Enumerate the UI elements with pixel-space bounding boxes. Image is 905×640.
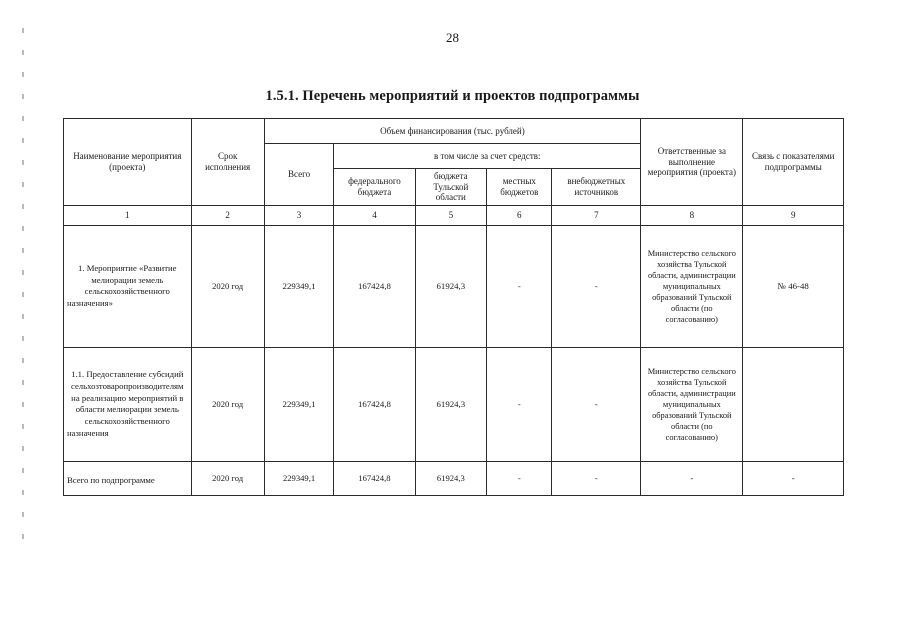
row-total: 229349,1 bbox=[264, 347, 334, 461]
row-regional: 61924,3 bbox=[415, 461, 487, 495]
header-extra: внебюджетных источников bbox=[552, 169, 641, 206]
table-header-row-1 bbox=[64, 119, 844, 144]
page-title: 1.5.1. Перечень мероприятий и проектов подпрограммы bbox=[265, 88, 640, 104]
table-row-total bbox=[64, 461, 844, 495]
header-local: местных бюджетов bbox=[487, 169, 552, 206]
row-local: - bbox=[487, 347, 552, 461]
measures-table bbox=[63, 118, 844, 496]
row-name: 1. Мероприятие «Развитие мелиорации земель сельскохозяйственного назначения» bbox=[64, 225, 192, 347]
colnum-8: 8 bbox=[641, 205, 743, 225]
colnum-1: 1 bbox=[64, 205, 192, 225]
colnum-4: 4 bbox=[334, 205, 415, 225]
row-regional: 61924,3 bbox=[415, 225, 487, 347]
row-federal: 167424,8 bbox=[334, 225, 415, 347]
row-federal: 167424,8 bbox=[334, 347, 415, 461]
page-number: 28 bbox=[446, 30, 459, 45]
row-extra: - bbox=[552, 347, 641, 461]
colnum-5: 5 bbox=[415, 205, 487, 225]
row-local: - bbox=[487, 461, 552, 495]
row-name: Всего по подпрограмме bbox=[64, 461, 192, 495]
row-name: 1.1. Предоставление субсидий сельхозтоваропроизводителям на реализацию мероприятий в области мелиорации земель сельскохозяйственного назначения bbox=[64, 347, 192, 461]
header-federal: федерального бюджета bbox=[334, 169, 415, 206]
row-extra: - bbox=[552, 461, 641, 495]
colnum-6: 6 bbox=[487, 205, 552, 225]
header-funding-group: Объем финансирования (тыс. рублей) bbox=[264, 119, 640, 144]
row-total: 229349,1 bbox=[264, 225, 334, 347]
row-responsible: - bbox=[641, 461, 743, 495]
colnum-9: 9 bbox=[743, 205, 844, 225]
row-link: - bbox=[743, 461, 844, 495]
row-responsible: Министерство сельского хозяйства Тульской области, администрации муниципальных образований Тульской области (по согласованию) bbox=[641, 225, 743, 347]
row-extra: - bbox=[552, 225, 641, 347]
column-number-row bbox=[64, 205, 844, 225]
table-row bbox=[64, 225, 844, 347]
row-link: № 46-48 bbox=[743, 225, 844, 347]
row-total: 229349,1 bbox=[264, 461, 334, 495]
row-term: 2020 год bbox=[191, 347, 264, 461]
row-federal: 167424,8 bbox=[334, 461, 415, 495]
header-link: Связь с показателями подпрограммы bbox=[743, 119, 844, 206]
row-local: - bbox=[487, 225, 552, 347]
header-including: в том числе за счет средств: bbox=[334, 144, 641, 169]
header-term: Срок исполнения bbox=[191, 119, 264, 206]
colnum-2: 2 bbox=[191, 205, 264, 225]
header-responsible: Ответственные за выполнение мероприятия (проекта) bbox=[641, 119, 743, 206]
margin-tick-marks bbox=[22, 28, 24, 588]
row-term: 2020 год bbox=[191, 461, 264, 495]
row-link bbox=[743, 347, 844, 461]
colnum-7: 7 bbox=[552, 205, 641, 225]
header-total: Всего bbox=[264, 144, 334, 206]
row-regional: 61924,3 bbox=[415, 347, 487, 461]
header-name: Наименование мероприятия (проекта) bbox=[64, 119, 192, 206]
table-row bbox=[64, 347, 844, 461]
row-term: 2020 год bbox=[191, 225, 264, 347]
row-responsible: Министерство сельского хозяйства Тульской области, администрации муниципальных образований Тульской области (по согласованию) bbox=[641, 347, 743, 461]
colnum-3: 3 bbox=[264, 205, 334, 225]
header-regional: бюджета Тульской области bbox=[415, 169, 487, 206]
